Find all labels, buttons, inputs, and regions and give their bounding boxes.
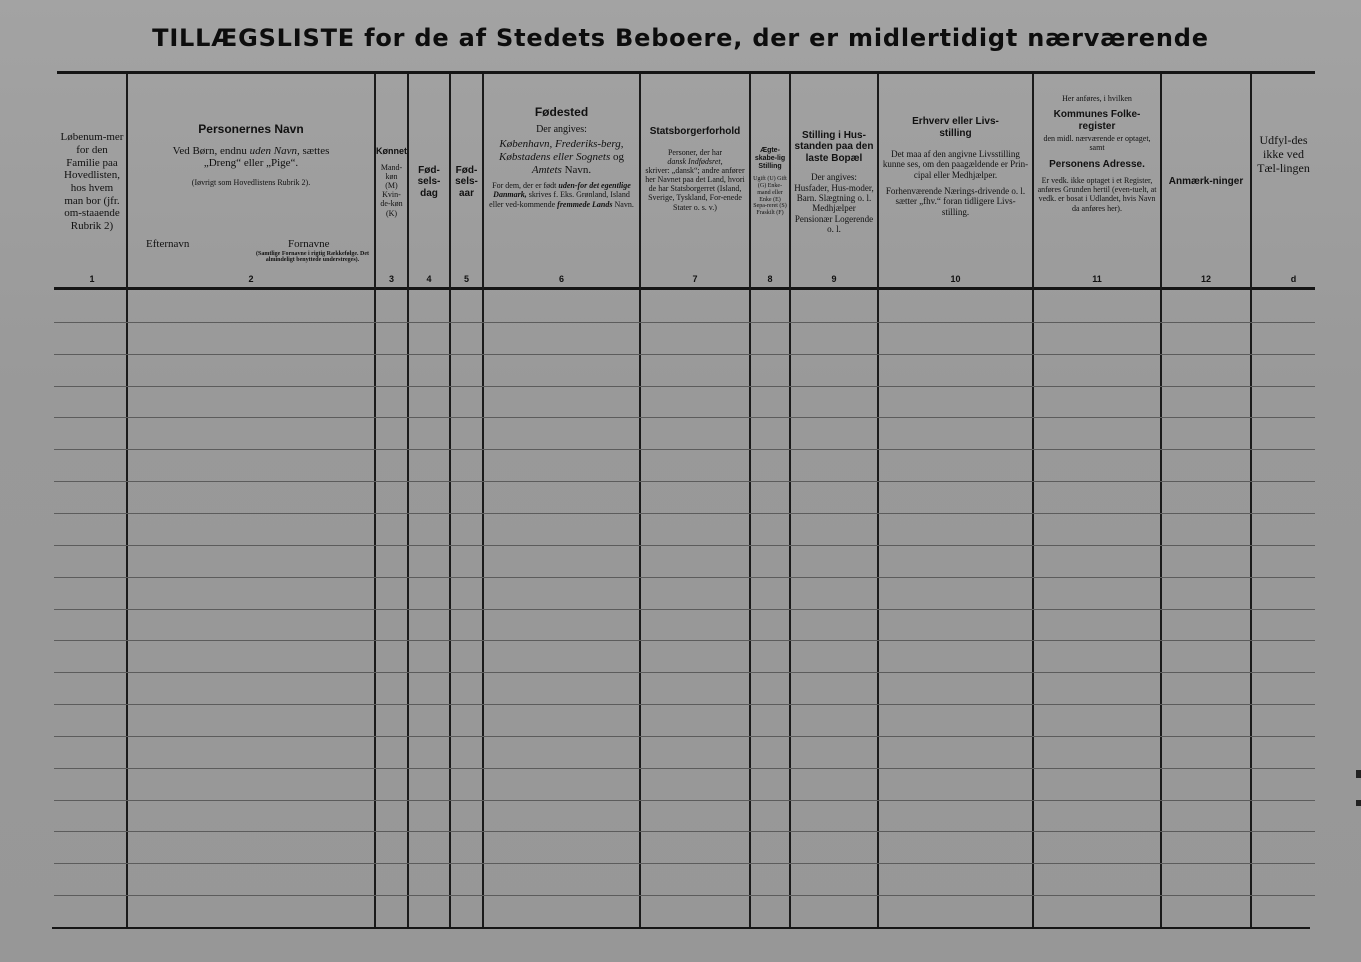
header-col-2-line2: „Dreng“ eller „Pige“.	[203, 157, 299, 170]
header-col-4-heading: Fød-sels-dag	[417, 164, 441, 199]
header-col-2-note: (Iøvrigt som Hovedlistens Rubrik 2).	[191, 178, 311, 188]
header-col-11-mid: den midl. nærværende er optaget, samt	[1043, 134, 1151, 153]
header-col-10-body1: Det maa af den angivne Livsstilling kunne ses, om den paagældende er Prin-cipal eller Medhjælper.	[882, 149, 1029, 180]
row-line	[54, 672, 1315, 673]
row-line	[54, 831, 1315, 832]
header-col-6-heading: Fødested	[534, 105, 589, 119]
edge-mark	[1356, 770, 1361, 778]
col-num-9: 9	[831, 274, 837, 284]
header-col-12	[1162, 78, 1250, 286]
row-line	[54, 322, 1315, 323]
row-line	[54, 704, 1315, 705]
row-line	[54, 640, 1315, 641]
header-col-11	[1034, 78, 1160, 286]
row-line	[54, 609, 1315, 610]
header-col-7-body2: skriver: „dansk“; andre anfører her Navnet paa det Land, hvori de har Statsborgerret (Island, Sverige, Tyskland, For-enede Stater o. s. v.)	[645, 165, 745, 212]
col-num-10: 10	[950, 274, 961, 284]
header-col-7-body1: Personer, der har	[667, 147, 723, 157]
header-col-5	[451, 78, 482, 286]
header-col-1	[57, 78, 127, 286]
col-num-11: 11	[1092, 274, 1102, 284]
col-num-2: 2	[248, 274, 254, 284]
header-col-10-heading: Erhverv eller Livs-stilling	[912, 116, 999, 139]
col-num-12: 12	[1200, 274, 1211, 284]
col-num-7: 7	[692, 274, 698, 284]
header-col-12-heading: Anmærk-ninger	[1168, 176, 1244, 188]
row-line	[54, 545, 1315, 546]
efternavn-label: Efternavn	[146, 238, 190, 250]
edge-mark	[1356, 800, 1361, 806]
header-col-11-body: Er vedk. ikke optaget i et Register, anføres Grunden hertil (even-tuelt, at vedk. er bosat i Udlandet, hvis Navn da anføres her).	[1037, 176, 1157, 213]
header-col-11-pre: Her anføres, i hvilken	[1062, 94, 1132, 103]
top-rule	[57, 71, 1315, 74]
header-col-10	[879, 78, 1032, 286]
header-col-4	[409, 78, 449, 286]
header-col-7-heading: Statsborgerforhold	[649, 126, 741, 137]
header-col-11-heading2: Personens Adresse.	[1049, 158, 1145, 170]
col-num-8: 8	[767, 274, 773, 284]
col-num-5: 5	[463, 274, 469, 284]
row-line	[54, 736, 1315, 737]
header-col-6	[484, 78, 639, 286]
header-col-9-heading: Stilling i Hus-standen paa den laste Bopæl	[794, 129, 874, 164]
header-col-6-para2: For dem, der er født uden-for det egentlige Danmark, skrives f. Eks. Grønland, Island eller ved-kommende fremmede Lands Navn.	[489, 181, 634, 209]
header-col-3-body: Mand-køn (M) Kvin-de-køn (K)	[380, 162, 403, 218]
header-col-d-heading: Udfyl-des ikke ved Tæl-lingen	[1257, 133, 1310, 175]
header-col-9	[791, 78, 877, 286]
col-num-3: 3	[388, 274, 394, 284]
row-line	[54, 513, 1315, 514]
header-col-1-text: Løbenum-mer for den Familie paa Hovedlisten, hos hvem man bor (jfr. om-staaende Rubrik 2)	[60, 131, 124, 232]
form-title: TILLÆGSLISTE for de af Stedets Beboere, der er midlertidigt nærværende	[152, 24, 1209, 52]
header-col-7	[641, 78, 749, 286]
row-line	[54, 863, 1315, 864]
fornavne-label: Fornavne	[288, 238, 330, 250]
row-line	[54, 481, 1315, 482]
row-line	[54, 417, 1315, 418]
row-line	[54, 768, 1315, 769]
header-col-6-places: København, Frederiks-berg, Købstadens eller Sognets og Amtets Navn.	[499, 138, 624, 176]
header-col-7-italic: dansk Indfødsret,	[667, 156, 723, 166]
header-col-8	[751, 78, 789, 286]
header-col-8-heading: Ægte-skabe-lig Stilling	[754, 146, 786, 170]
header-col-8-body: Ugift (U) Gift (G) Enke-mand eller Enke (E) Sepa-reret (S) Fraskilt (F)	[753, 175, 787, 217]
col-num-6: 6	[558, 274, 564, 284]
row-line	[54, 895, 1315, 896]
header-col-9-body: Husfader, Hus-moder, Barn. Slægtning o. l. Medhjælper Pensionær Logerende o. l.	[794, 182, 874, 234]
col-num-1: 1	[89, 274, 95, 284]
header-col-3-heading: Kønnet	[376, 146, 407, 157]
row-line	[54, 449, 1315, 450]
header-col-2-line1: Ved Børn, endnu uden Navn, sættes	[172, 144, 330, 157]
row-line	[54, 577, 1315, 578]
fornavne-note: (Samtlige Fornavne i rigtig Rækkefølge. Det almindeligt benyttede understreges).	[256, 251, 369, 264]
row-line	[54, 354, 1315, 355]
header-col-9-sub: Der angives:	[811, 172, 857, 183]
row-line	[54, 800, 1315, 801]
row-line	[54, 386, 1315, 387]
header-col-11-heading: Kommunes Folke-register	[1053, 109, 1141, 132]
header-col-3	[376, 78, 407, 286]
header-col-5-heading: Fød-sels-aar	[455, 164, 478, 199]
header-col-6-sub: Der angives:	[536, 123, 587, 135]
header-bottom-rule	[54, 287, 1315, 290]
header-col-10-body2: Forhenværende Nærings-drivende o. l. sætter „fhv.“ foran tidligere Livs-stilling.	[885, 186, 1026, 217]
header-col-d	[1252, 78, 1315, 286]
col-num-d: d	[1290, 274, 1297, 284]
header-col-2-heading: Personernes Navn	[198, 122, 304, 136]
bottom-rule	[52, 927, 1310, 929]
col-num-4: 4	[426, 274, 432, 284]
